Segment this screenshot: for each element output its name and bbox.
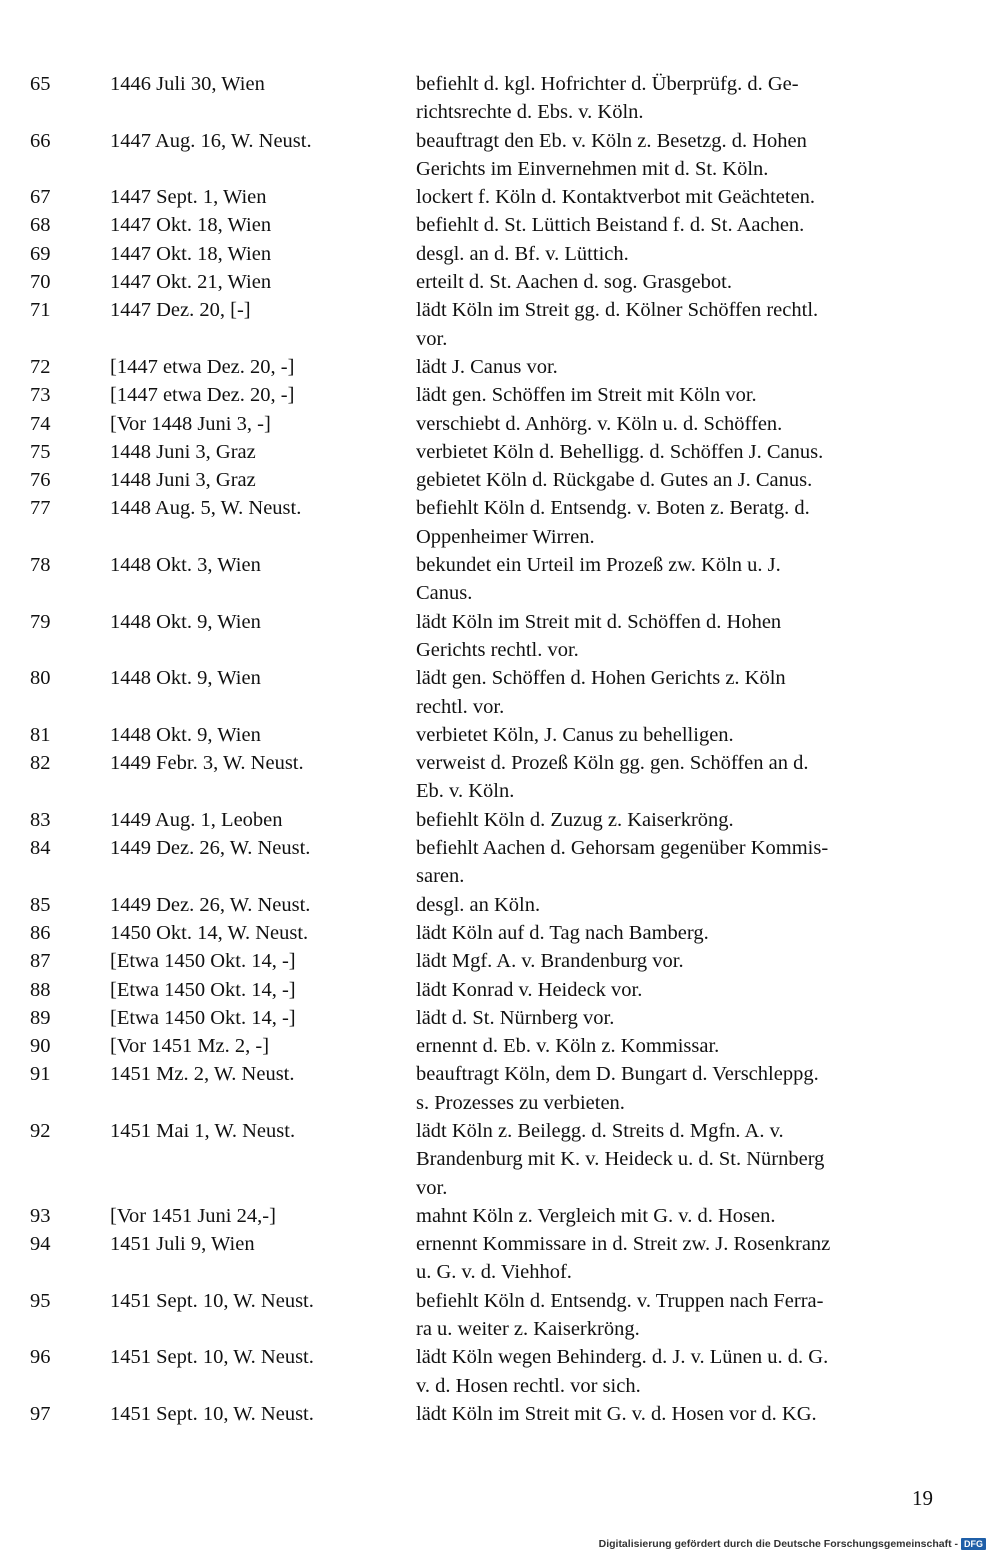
regest-date-place: 1451 Mz. 2, W. Neust.: [110, 1063, 295, 1086]
regest-summary: [416, 1400, 946, 1428]
regest-summary-line: verbietet Köln, J. Canus zu behelligen.: [416, 723, 734, 746]
regest-summary-line: lädt J. Canus vor.: [416, 355, 558, 378]
regest-date-place: [1447 etwa Dez. 20, -]: [110, 355, 295, 378]
regest-number: 67: [30, 186, 51, 209]
regest-summary: [416, 466, 946, 494]
regest-summary-line: gebietet Köln d. Rückgabe d. Gutes an J. Canus.: [416, 469, 813, 492]
regest-summary-line: Canus.: [416, 582, 473, 605]
regest-date-place: [Vor 1448 Juni 3, -]: [110, 412, 271, 435]
regest-date-place: 1451 Juli 9, Wien: [110, 1233, 255, 1256]
regest-summary: [416, 664, 946, 721]
regest-row: [30, 1032, 960, 1060]
regest-summary: [416, 1060, 946, 1117]
regest-date-place: 1447 Okt. 18, Wien: [110, 214, 272, 237]
regest-date-place: 1447 Okt. 18, Wien: [110, 242, 272, 265]
regest-summary: [416, 891, 946, 919]
regest-summary-line: ernennt d. Eb. v. Köln z. Kommissar.: [416, 1035, 720, 1058]
regest-summary: [416, 1202, 946, 1230]
regest-number: 96: [30, 1346, 51, 1369]
regest-row: [30, 438, 960, 466]
regest-row: [30, 664, 960, 721]
regest-number: 75: [30, 440, 51, 463]
regest-date-place: 1447 Sept. 1, Wien: [110, 186, 267, 209]
regest-row: [30, 296, 960, 353]
regest-number: 90: [30, 1035, 51, 1058]
regest-summary-line: erteilt d. St. Aachen d. sog. Grasgebot.: [416, 271, 732, 294]
regest-row: [30, 749, 960, 806]
regest-number: 79: [30, 610, 51, 633]
regest-row: [30, 1400, 960, 1428]
regest-number: 87: [30, 950, 51, 973]
regest-summary: [416, 410, 946, 438]
regest-number: 92: [30, 1119, 51, 1142]
regest-summary-line: Gerichts rechtl. vor.: [416, 638, 579, 661]
regest-date-place: 1448 Okt. 9, Wien: [110, 610, 261, 633]
regest-summary: [416, 919, 946, 947]
regest-row: [30, 466, 960, 494]
regest-summary-line: desgl. an Köln.: [416, 893, 541, 916]
regest-summary: [416, 551, 946, 608]
regest-summary-line: beauftragt den Eb. v. Köln z. Besetzg. d. Hohen: [416, 129, 807, 152]
regest-summary-line: desgl. an d. Bf. v. Lüttich.: [416, 242, 629, 265]
regest-row: [30, 608, 960, 665]
regest-number: 66: [30, 129, 51, 152]
regest-summary-line: bekundet ein Urteil im Prozeß zw. Köln u. J.: [416, 554, 781, 577]
regest-summary-line: befiehlt Köln d. Zuzug z. Kaiserkröng.: [416, 808, 734, 831]
regest-summary: [416, 353, 946, 381]
regest-row: [30, 721, 960, 749]
dfg-logo: DFG: [961, 1538, 986, 1550]
regest-summary-line: vor.: [416, 327, 448, 350]
regest-date-place: 1447 Dez. 20, [-]: [110, 299, 251, 322]
regest-date-place: [Vor 1451 Juni 24,-]: [110, 1204, 276, 1227]
regest-number: 76: [30, 469, 51, 492]
regest-summary: [416, 721, 946, 749]
regest-number: 71: [30, 299, 51, 322]
regest-row: [30, 494, 960, 551]
regest-number: 73: [30, 384, 51, 407]
regest-date-place: 1449 Febr. 3, W. Neust.: [110, 752, 304, 775]
regest-summary-line: befiehlt Köln d. Entsendg. v. Truppen nach Ferra-: [416, 1289, 824, 1312]
regest-summary-line: Gerichts im Einvernehmen mit d. St. Köln.: [416, 157, 769, 180]
regest-row: [30, 127, 960, 184]
regest-date-place: [Etwa 1450 Okt. 14, -]: [110, 950, 296, 973]
regest-summary-line: lädt Köln auf d. Tag nach Bamberg.: [416, 921, 709, 944]
regest-date-place: 1448 Okt. 9, Wien: [110, 723, 261, 746]
regest-summary-line: vor.: [416, 1176, 448, 1199]
regest-date-place: 1448 Juni 3, Graz: [110, 469, 256, 492]
regest-row: [30, 947, 960, 975]
regest-row: [30, 1230, 960, 1287]
regest-summary: [416, 183, 946, 211]
regest-number: 84: [30, 837, 51, 860]
regest-number: 86: [30, 921, 51, 944]
regest-number: 77: [30, 497, 51, 520]
regest-summary-line: lädt Köln im Streit gg. d. Kölner Schöffen rechtl.: [416, 299, 819, 322]
regest-summary: [416, 127, 946, 184]
regest-row: [30, 891, 960, 919]
regest-summary-line: lädt Konrad v. Heideck vor.: [416, 978, 643, 1001]
regest-summary: [416, 947, 946, 975]
regest-summary-line: beauftragt Köln, dem D. Bungart d. Verschleppg.: [416, 1063, 819, 1086]
regest-row: [30, 240, 960, 268]
regest-summary: [416, 1117, 946, 1202]
regest-summary: [416, 608, 946, 665]
regest-number: 70: [30, 271, 51, 294]
regest-summary-line: lädt gen. Schöffen im Streit mit Köln vor.: [416, 384, 757, 407]
regest-summary: [416, 268, 946, 296]
regest-row: [30, 70, 960, 127]
regest-row: [30, 183, 960, 211]
regest-number: 88: [30, 978, 51, 1001]
footer-text: Digitalisierung gefördert durch die Deutsche Forschungsgemeinschaft -: [598, 1538, 958, 1550]
regest-summary-line: verschiebt d. Anhörg. v. Köln u. d. Schöffen.: [416, 412, 783, 435]
regest-number: 89: [30, 1006, 51, 1029]
regest-row: [30, 211, 960, 239]
regest-summary-line: rechtl. vor.: [416, 695, 505, 718]
regest-summary-line: v. d. Hosen rechtl. vor sich.: [416, 1374, 641, 1397]
regest-number: 81: [30, 723, 51, 746]
regest-row: [30, 834, 960, 891]
regest-date-place: [Vor 1451 Mz. 2, -]: [110, 1035, 270, 1058]
regest-date-place: 1449 Dez. 26, W. Neust.: [110, 837, 311, 860]
regest-date-place: 1446 Juli 30, Wien: [110, 73, 265, 95]
regest-row: [30, 1117, 960, 1202]
regest-summary: [416, 494, 946, 551]
regest-number: 83: [30, 808, 51, 831]
regest-date-place: 1451 Sept. 10, W. Neust.: [110, 1346, 314, 1369]
regest-date-place: 1451 Sept. 10, W. Neust.: [110, 1289, 314, 1312]
regest-summary-line: richtsrechte d. Ebs. v. Köln.: [416, 101, 644, 124]
regest-summary-line: befiehlt Köln d. Entsendg. v. Boten z. Beratg. d.: [416, 497, 810, 520]
regest-date-place: 1447 Aug. 16, W. Neust.: [110, 129, 312, 152]
regest-date-place: 1448 Aug. 5, W. Neust.: [110, 497, 302, 520]
regest-date-place: 1450 Okt. 14, W. Neust.: [110, 921, 309, 944]
regest-summary: [416, 1032, 946, 1060]
regest-summary-line: lädt gen. Schöffen d. Hohen Gerichts z. Köln: [416, 667, 786, 690]
regest-summary: [416, 296, 946, 353]
regest-date-place: [Etwa 1450 Okt. 14, -]: [110, 978, 296, 1001]
regest-date-place: 1449 Aug. 1, Leoben: [110, 808, 283, 831]
regest-row: [30, 353, 960, 381]
regest-summary: [416, 976, 946, 1004]
regest-row: [30, 268, 960, 296]
regest-summary-line: lädt Mgf. A. v. Brandenburg vor.: [416, 950, 684, 973]
regest-row: [30, 1287, 960, 1344]
regest-summary: [416, 381, 946, 409]
regest-date-place: 1451 Mai 1, W. Neust.: [110, 1119, 296, 1142]
regest-row: [30, 806, 960, 834]
regest-date-place: 1448 Juni 3, Graz: [110, 440, 256, 463]
regest-summary-line: s. Prozesses zu verbieten.: [416, 1091, 625, 1114]
regest-summary-line: Oppenheimer Wirren.: [416, 525, 595, 548]
regest-summary: [416, 806, 946, 834]
regest-summary: [416, 438, 946, 466]
regest-number: 65: [30, 73, 51, 95]
regest-summary-line: lädt Köln im Streit mit d. Schöffen d. Hohen: [416, 610, 782, 633]
regest-date-place: [Etwa 1450 Okt. 14, -]: [110, 1006, 296, 1029]
regest-summary-line: mahnt Köln z. Vergleich mit G. v. d. Hosen.: [416, 1204, 776, 1227]
regest-number: 85: [30, 893, 51, 916]
regest-summary-line: ernennt Kommissare in d. Streit zw. J. Rosenkranz: [416, 1233, 831, 1256]
regest-row: [30, 1202, 960, 1230]
regest-summary-line: u. G. v. d. Viehhof.: [416, 1261, 572, 1284]
page-number: 19: [912, 1486, 933, 1510]
regest-summary: [416, 749, 946, 806]
regest-summary-line: saren.: [416, 865, 465, 888]
regest-number: 69: [30, 242, 51, 265]
regest-summary-line: verweist d. Prozeß Köln gg. gen. Schöffen an d.: [416, 752, 809, 775]
regest-summary: [416, 240, 946, 268]
regest-number: 95: [30, 1289, 51, 1312]
regest-number: 68: [30, 214, 51, 237]
regest-number: 91: [30, 1063, 51, 1086]
regest-summary-line: befiehlt Aachen d. Gehorsam gegenüber Kommis-: [416, 837, 829, 860]
regest-summary: [416, 211, 946, 239]
regest-summary-line: lädt d. St. Nürnberg vor.: [416, 1006, 615, 1029]
regest-row: [30, 1343, 960, 1400]
regest-row: [30, 1060, 960, 1117]
regest-row: [30, 976, 960, 1004]
regest-summary: [416, 1230, 946, 1287]
regest-summary: [416, 834, 946, 891]
regest-row: [30, 1004, 960, 1032]
regest-number: 78: [30, 554, 51, 577]
regest-summary: [416, 1343, 946, 1400]
regest-number: 74: [30, 412, 51, 435]
regest-row: [30, 919, 960, 947]
regest-summary-line: Brandenburg mit K. v. Heideck u. d. St. Nürnberg: [416, 1148, 825, 1171]
regest-date-place: [1447 etwa Dez. 20, -]: [110, 384, 295, 407]
regest-summary-line: befiehlt d. kgl. Hofrichter d. Überprüfg. d. Ge-: [416, 73, 799, 95]
regest-number: 93: [30, 1204, 51, 1227]
regest-date-place: 1447 Okt. 21, Wien: [110, 271, 272, 294]
regest-number: 80: [30, 667, 51, 690]
regest-list: [30, 70, 960, 1428]
regest-number: 94: [30, 1233, 51, 1256]
regest-summary-line: lockert f. Köln d. Kontaktverbot mit Geächteten.: [416, 186, 816, 209]
regest-date-place: 1451 Sept. 10, W. Neust.: [110, 1402, 314, 1425]
regest-date-place: 1448 Okt. 9, Wien: [110, 667, 261, 690]
regest-row: [30, 381, 960, 409]
regest-summary-line: lädt Köln im Streit mit G. v. d. Hosen vor d. KG.: [416, 1402, 817, 1425]
regest-summary-line: ra u. weiter z. Kaiserkröng.: [416, 1318, 640, 1341]
regest-number: 72: [30, 355, 51, 378]
regest-summary-line: befiehlt d. St. Lüttich Beistand f. d. St. Aachen.: [416, 214, 805, 237]
digitization-footer: [599, 1538, 986, 1550]
regest-summary-line: verbietet Köln d. Behelligg. d. Schöffen J. Canus.: [416, 440, 824, 463]
regest-date-place: 1449 Dez. 26, W. Neust.: [110, 893, 311, 916]
regest-summary: [416, 70, 946, 127]
regest-row: [30, 551, 960, 608]
regest-summary: [416, 1287, 946, 1344]
regest-summary-line: lädt Köln z. Beilegg. d. Streits d. Mgfn. A. v.: [416, 1119, 784, 1142]
regest-number: 97: [30, 1402, 51, 1425]
regest-date-place: 1448 Okt. 3, Wien: [110, 554, 261, 577]
regest-row: [30, 410, 960, 438]
regest-summary-line: Eb. v. Köln.: [416, 780, 515, 803]
regest-summary: [416, 1004, 946, 1032]
regest-number: 82: [30, 752, 51, 775]
regest-summary-line: lädt Köln wegen Behinderg. d. J. v. Lünen u. d. G.: [416, 1346, 829, 1369]
